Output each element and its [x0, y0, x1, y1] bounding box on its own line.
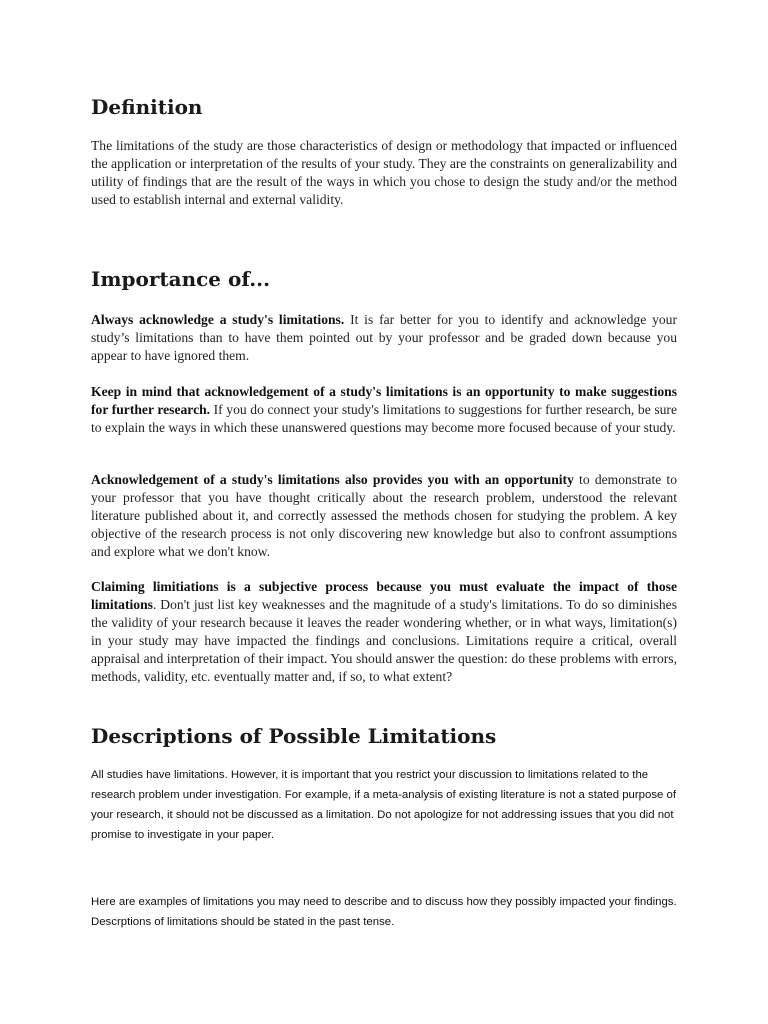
importance-paragraph-3-text: to demonstrate to your professor that you have thought critically about the research problem, understood the relevant literature published about it, and correctly assessed the methods chosen for studying the problem. A key objective of the research process is not only discovering new knowledge but also to confront assumptions and explore what we don't know. [91, 472, 678, 559]
importance-paragraph-1 [91, 311, 677, 365]
definition-heading: Definition [91, 95, 203, 119]
importance-paragraph-2-text: If you do connect your study's limitations to suggestions for further research, be sure to explain the ways in which these unanswered questions may become more focused because of your study. [91, 402, 677, 435]
definition-paragraph: The limitations of the study are those characteristics of design or methodology that impacted or influenced the application or interpretation of the results of your study. They are the constraints on generalizability and utility of findings that are the result of the ways in which you chose to design the study and/or the method used to establish internal and external validity. [91, 138, 677, 207]
descriptions-paragraph-1: All studies have limitations. However, it is important that you restrict your discussion to limitations related to the research problem under investigation. For example, if a meta-analysis of existing literature is not a stated purpose of your research, it should not be discussed as a limitation. Do not apologize for not addressing issues that you did not promise to investigate in your paper. [91, 769, 677, 841]
importance-paragraph-4 [91, 578, 677, 686]
importance-paragraph-1-text: It is far better for you to identify and acknowledge your study’s limitations than to have them pointed out by your professor and be graded down because you appear to have ignored them. [91, 312, 677, 363]
importance-paragraph-4-lead: Claiming limitiations is a subjective process because you must evaluate the impact of those limitations [91, 579, 677, 612]
importance-paragraph-3 [91, 471, 677, 561]
importance-paragraph-1-lead: Always acknowledge a study's limitations. [91, 312, 345, 327]
importance-paragraph-2-lead: Keep in mind that acknowledgement of a study's limitations is an opportunity to make suggestions for further research. [91, 384, 677, 417]
importance-paragraph-4-text: . Don't just list key weaknesses and the magnitude of a study's limitations. To do so diminishes the validity of your research because it leaves the reader wondering whether, or in what ways, limitation(s) in your study may have impacted the findings and conclusions. Limitations require a critical, overall appraisal and interpretation of their impact. You should answer the question: do these problems with errors, methods, validity, etc. eventually matter and, if so, to what extent? [91, 597, 677, 684]
descriptions-paragraph-2: Here are examples of limitations you may need to describe and to discuss how they possibly impacted your findings. Descrptions of limitations should be stated in the past tense. [91, 896, 677, 928]
importance-heading: Importance of... [91, 267, 271, 291]
descriptions-heading: Descriptions of Possible Limitations [91, 724, 497, 748]
importance-paragraph-2 [91, 383, 677, 437]
importance-paragraph-3-lead: Acknowledgement of a study's limitations also provides you with an opportunity [91, 472, 574, 487]
